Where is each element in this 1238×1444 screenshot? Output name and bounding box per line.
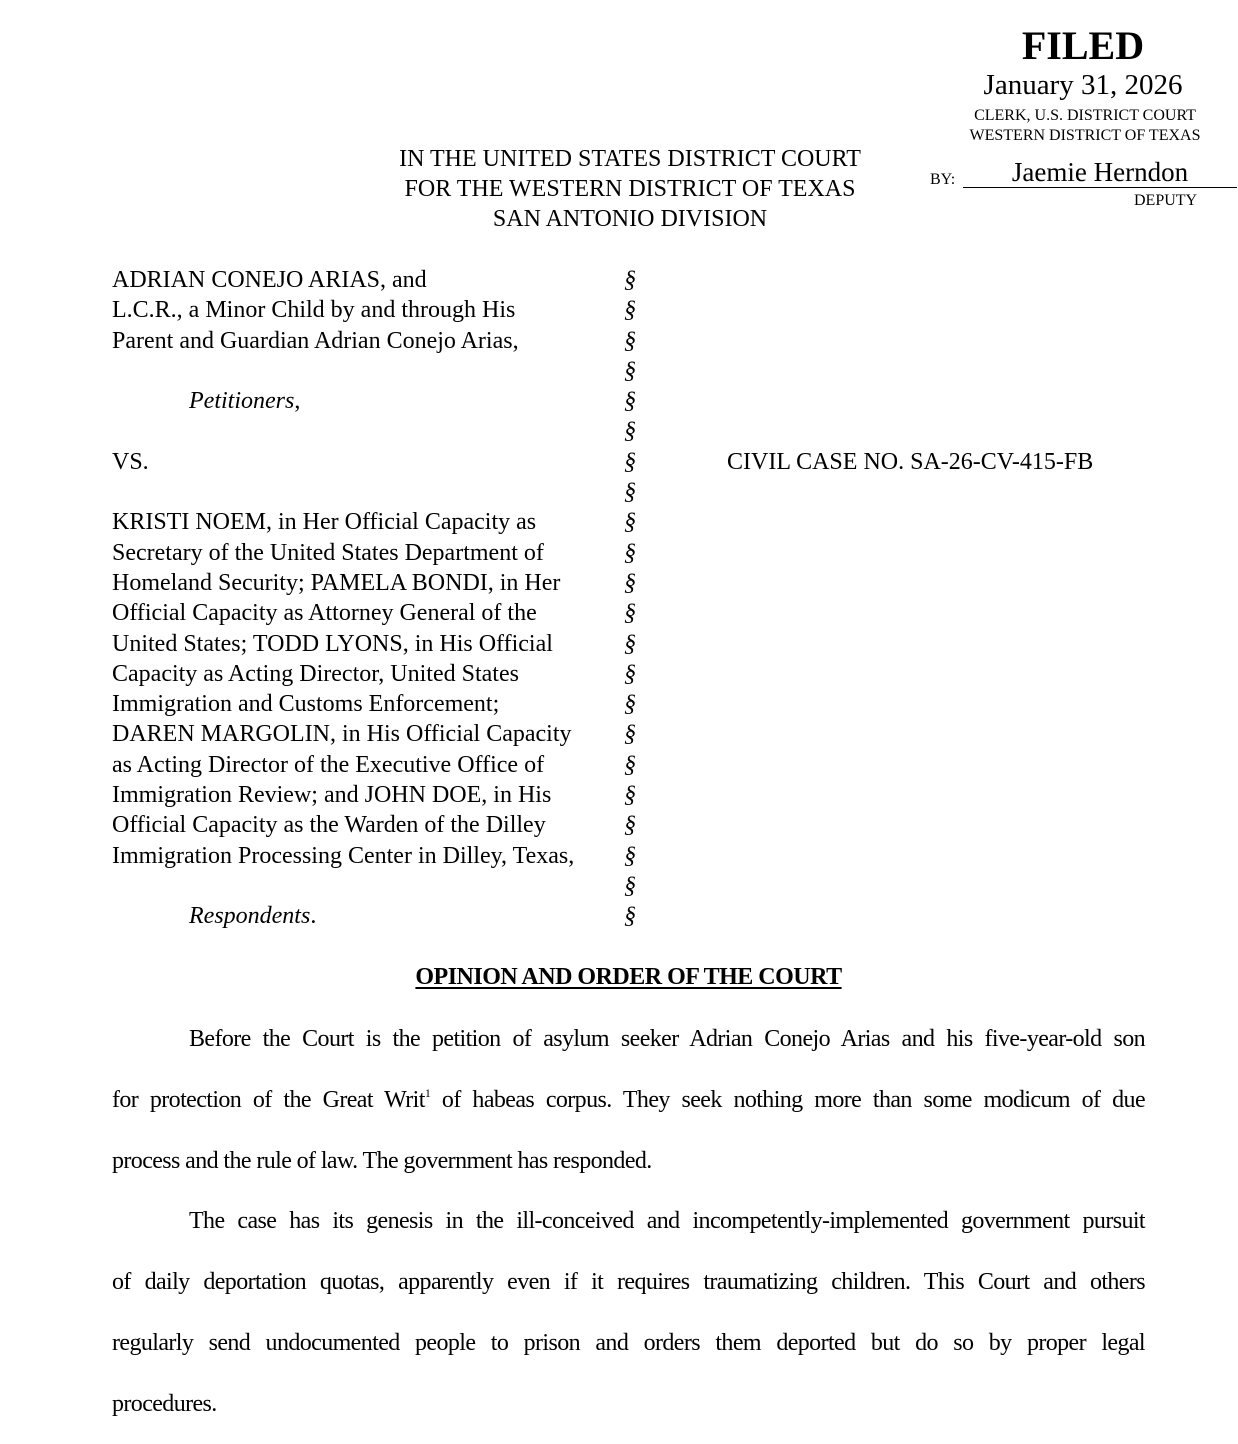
respondent-line: Capacity as Acting Director, United States	[112, 660, 519, 687]
paragraph-line: The case has its genesis in the ill-conceived and incompetently-implemented government pursuit	[189, 1208, 1145, 1234]
section-symbol: §	[624, 357, 636, 384]
versus-label: VS.	[112, 448, 149, 475]
petitioners-label-text: Petitioners	[189, 388, 295, 415]
section-symbol: §	[624, 903, 636, 930]
filed-stamp-title: FILED	[1021, 23, 1145, 68]
blank-line	[112, 356, 612, 386]
petitioners-punct: ,	[294, 388, 301, 415]
respondent-line: as Acting Director of the Executive Office of	[112, 751, 545, 778]
paragraph-line: procedures.	[112, 1391, 217, 1417]
deputy-signature: Jaemie Herndon	[1011, 157, 1189, 187]
section-symbol: §	[624, 388, 636, 415]
section-symbol: §	[624, 751, 636, 778]
section-symbol: §	[624, 782, 636, 809]
section-symbol: §	[624, 721, 636, 748]
respondent-line: United States; TODD LYONS, in His Official	[112, 630, 553, 657]
respondent-line: Immigration and Customs Enforcement;	[112, 691, 500, 718]
paragraph-line: Before the Court is the petition of asylum seeker Adrian Conejo Arias and his five-year-old son	[189, 1026, 1145, 1052]
petitioner-line: L.C.R., a Minor Child by and through His	[112, 297, 516, 324]
respondents-label-text: Respondents	[189, 903, 311, 930]
section-symbol: §	[624, 812, 636, 839]
paragraph-text: of habeas corpus. They seek nothing more than some modicum of due	[430, 1087, 1145, 1113]
petitioners-label	[112, 386, 612, 416]
section-symbol: §	[624, 539, 636, 566]
section-symbol: §	[624, 660, 636, 687]
section-symbol: §	[624, 509, 636, 536]
section-symbol: §	[624, 448, 636, 475]
court-header	[370, 144, 890, 234]
respondents-label	[112, 901, 612, 931]
section-symbol: §	[624, 630, 636, 657]
opinion-title: OPINION AND ORDER OF THE COURT	[415, 964, 842, 990]
respondents-punct: .	[310, 903, 317, 930]
by-label: BY:	[930, 171, 956, 188]
blank-line	[112, 477, 612, 507]
footnote-marker[interactable]: 1	[424, 1086, 431, 1100]
respondent-line: Homeland Security; PAMELA BONDI, in Her	[112, 569, 561, 596]
respondent-line: DAREN MARGOLIN, in His Official Capacity	[112, 721, 572, 748]
section-symbol: §	[624, 569, 636, 596]
paragraph-line: of daily deportation quotas, apparently even if it requires traumatizing children. This Court and others	[112, 1269, 1145, 1295]
section-symbol: §	[624, 600, 636, 627]
respondent-line: Immigration Review; and JOHN DOE, in His	[112, 782, 552, 809]
respondent-line: Secretary of the United States Department of	[112, 539, 544, 566]
paragraph-line	[112, 1070, 1145, 1131]
paragraph-line: process and the rule of law. The government has responded.	[112, 1148, 652, 1174]
section-symbol: §	[624, 297, 636, 324]
section-symbol: §	[624, 842, 636, 869]
clerk-line-2: WESTERN DISTRICT OF TEXAS	[969, 127, 1201, 144]
blank-line	[112, 871, 612, 901]
section-symbol-column	[620, 265, 640, 932]
paragraph-line: regularly send undocumented people to prison and orders them deported but do so by proper legal	[112, 1330, 1145, 1356]
blank-line	[112, 416, 612, 446]
deputy-label: DEPUTY	[1134, 192, 1198, 209]
respondent-line: KRISTI NOEM, in Her Official Capacity as	[112, 509, 537, 536]
respondent-line: Immigration Processing Center in Dilley, Texas,	[112, 842, 575, 869]
paragraph-1	[112, 1009, 1145, 1192]
section-symbol: §	[624, 479, 636, 506]
clerk-block	[940, 106, 1230, 146]
case-number: CIVIL CASE NO. SA-26-CV-415-FB	[727, 449, 1094, 475]
respondent-line: Official Capacity as Attorney General of the	[112, 600, 537, 627]
court-header-line-3: SAN ANTONIO DIVISION	[492, 206, 768, 232]
section-symbol: §	[624, 418, 636, 445]
court-header-line-1: IN THE UNITED STATES DISTRICT COURT	[399, 146, 861, 172]
section-symbol: §	[624, 872, 636, 899]
section-symbol: §	[624, 691, 636, 718]
respondent-line: Official Capacity as the Warden of the Dilley	[112, 812, 546, 839]
section-symbol: §	[624, 327, 636, 354]
petitioner-line: Parent and Guardian Adrian Conejo Arias,	[112, 327, 519, 354]
case-caption-parties	[112, 265, 612, 932]
section-symbol: §	[624, 267, 636, 293]
signature-line	[963, 187, 1237, 188]
filed-date: January 31, 2026	[983, 69, 1183, 101]
petitioner-line: ADRIAN CONEJO ARIAS, and	[112, 267, 427, 293]
paragraph-2	[112, 1191, 1145, 1435]
paragraph-text: for protection of the Great Writ	[112, 1087, 425, 1113]
court-header-line-2: FOR THE WESTERN DISTRICT OF TEXAS	[404, 176, 856, 202]
clerk-line-1: CLERK, U.S. DISTRICT COURT	[974, 107, 1196, 124]
